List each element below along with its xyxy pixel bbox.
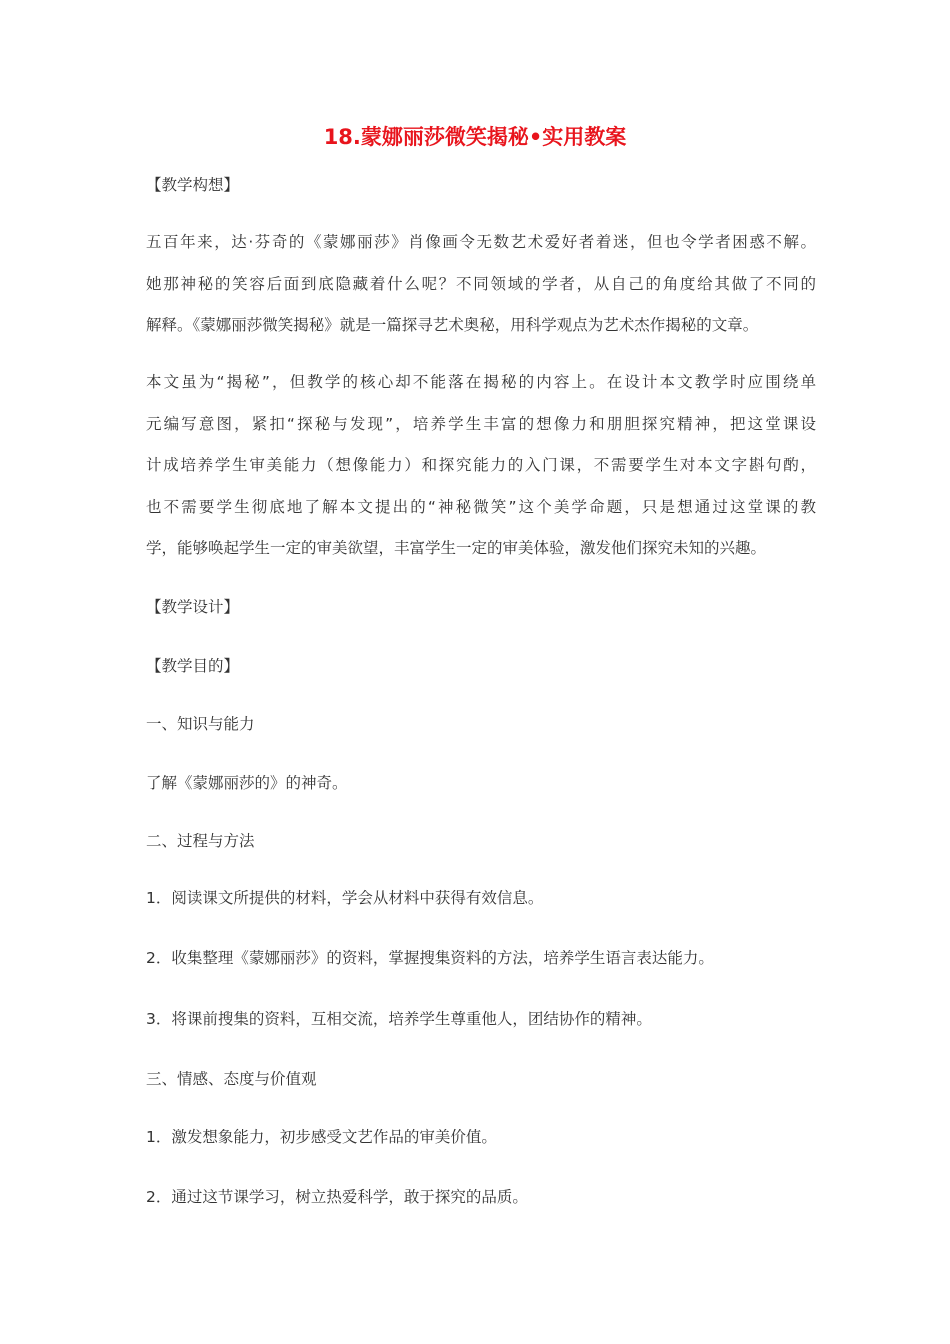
paragraph-line: 也不需要学生彻底地了解本文提出的“神秘微笑”这个美学命题，只是想通过这堂课的教 [146, 497, 816, 516]
paragraph-line: 学，能够唤起学生一定的审美欲望，丰富学生一定的审美体验，激发他们探究未知的兴趣。 [146, 539, 767, 557]
document-title: 18.蒙娜丽莎微笑揭秘•实用教案 [323, 125, 627, 149]
goal-knowledge-title: 一、知识与能力 [146, 715, 255, 733]
section-heading-goal: 【教学目的】 [146, 657, 240, 675]
paragraph-line: 元编写意图，紧扣“探秘与发现”，培养学生丰富的想像力和朋胆探究精神，把这堂课设 [146, 414, 816, 433]
goal-attitude-title: 三、情感、态度与价值观 [146, 1070, 317, 1088]
paragraph-line: 计成培养学生审美能力（想像能力）和探究能力的入门课，不需要学生对本文字斟句酌， [146, 456, 816, 474]
section-heading-design: 【教学设计】 [146, 598, 240, 616]
paragraph-line: 解释。《蒙娜丽莎微笑揭秘》就是一篇探寻艺术奥秘，用科学观点为艺术杰作揭秘的文章。 [146, 316, 759, 334]
goal-process-item: 3．将课前搜集的资料，互相交流，培养学生尊重他人，团结协作的精神。 [146, 1010, 652, 1028]
section-heading-concept: 【教学构想】 [146, 176, 240, 194]
goal-process-item: 2．收集整理《蒙娜丽莎》的资料，掌握搜集资料的方法，培养学生语言表达能力。 [146, 949, 714, 967]
paragraph-approach [146, 362, 816, 570]
paragraph-line: 她那神秘的笑容后面到底隐藏着什么呢？不同领域的学者，从自己的角度给其做了不同的 [146, 274, 816, 293]
goal-process-item: 1．阅读课文所提供的材料，学会从材料中获得有效信息。 [146, 889, 544, 907]
paragraph-line: 五百年来，达·芬奇的《蒙娜丽莎》肖像画令无数艺术爱好者着迷，但也令学者困惑不解。 [146, 233, 816, 251]
goal-attitude-item: 2．通过这节课学习，树立热爱科学，敢于探究的品质。 [146, 1188, 528, 1206]
goal-attitude-item: 1．激发想象能力，初步感受文艺作品的审美价值。 [146, 1128, 497, 1146]
paragraph-intro [146, 222, 816, 347]
goal-knowledge-text: 了解《蒙娜丽莎的》的神奇。 [146, 774, 348, 792]
goal-process-title: 二、过程与方法 [146, 832, 255, 850]
paragraph-line: 本文虽为“揭秘”，但教学的核心却不能落在揭秘的内容上。在设计本文教学时应围绕单 [146, 373, 816, 391]
